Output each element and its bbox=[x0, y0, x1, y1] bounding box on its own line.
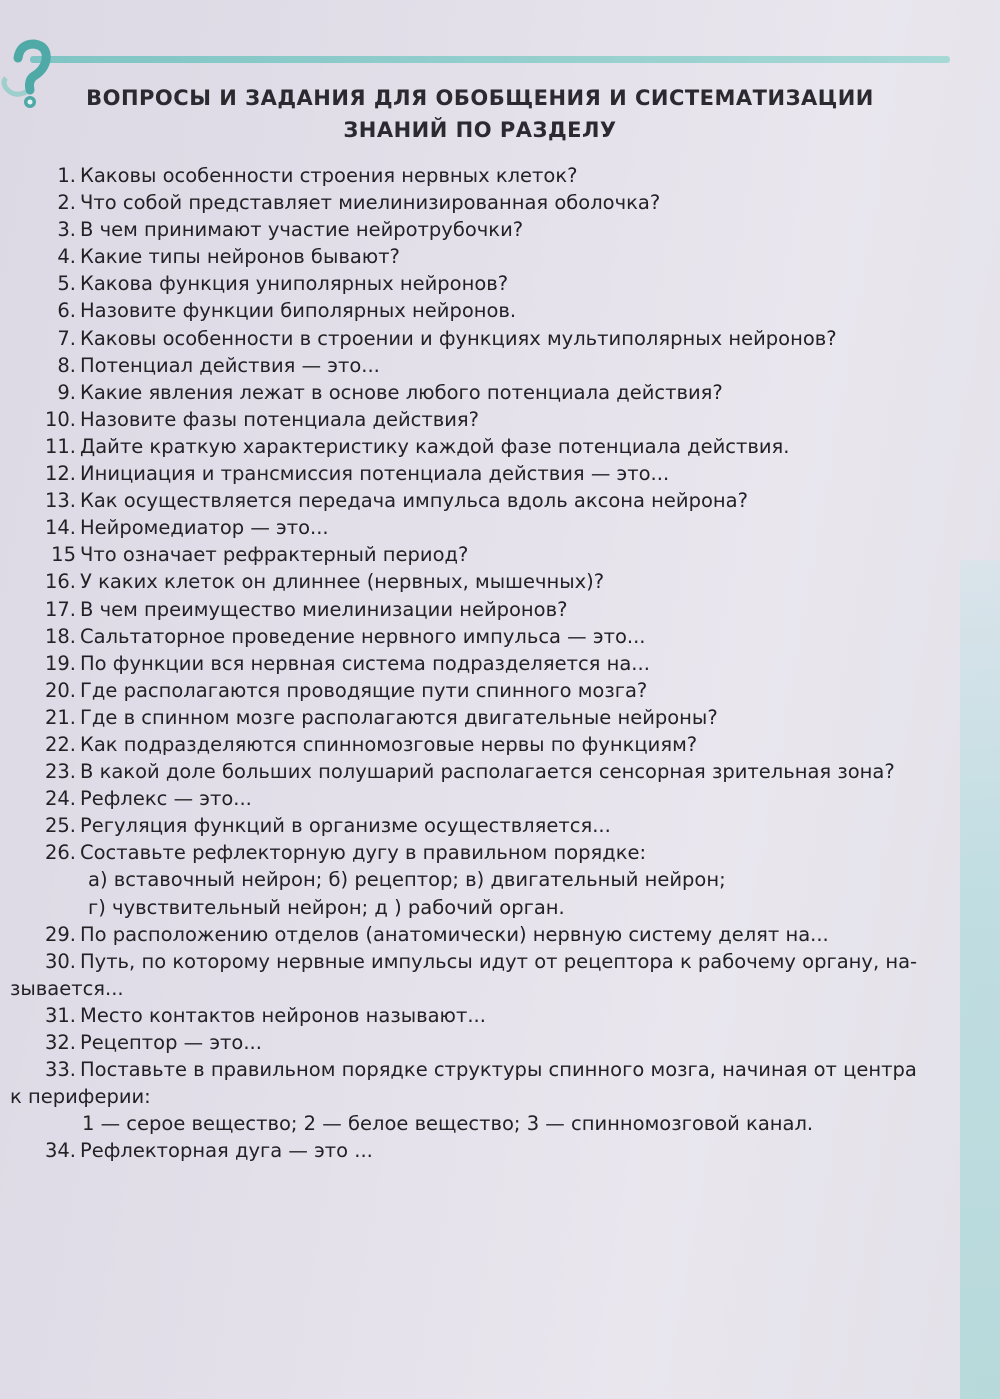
question-33-option: 1 — серое вещество; 2 — белое вещество; 3 — спинномозговой канал. bbox=[82, 1112, 814, 1136]
question-item: 11. Дайте краткую характеристику каждой фазе потенциала действия. bbox=[44, 434, 790, 458]
question-item: 25. Регуляция функций в организме осуществляется... bbox=[44, 814, 611, 838]
question-item: 34. Рефлекторная дуга — это ... bbox=[44, 1139, 373, 1163]
question-item: 3. В чем принимают участие нейротрубочки? bbox=[57, 218, 524, 242]
question-item: 15 Что означает рефрактерный период? bbox=[51, 543, 469, 567]
question-item: 31. Место контактов нейронов называют... bbox=[44, 1003, 486, 1027]
title-line-2: ЗНАНИЙ ПО РАЗДЕЛУ bbox=[343, 118, 617, 142]
question-item: 5. Какова функция униполярных нейронов? bbox=[57, 272, 509, 296]
question-item: 1. Каковы особенности строения нервных клеток? bbox=[57, 164, 578, 187]
question-item: 6. Назовите функции биполярных нейронов. bbox=[57, 299, 517, 323]
question-item: 20. Где располагаются проводящие пути спинного мозга? bbox=[44, 678, 648, 702]
question-item: 13. Как осуществляется передача импульса вдоль аксона нейрона? bbox=[44, 489, 748, 513]
decorative-page-edge bbox=[960, 560, 1000, 1399]
questions-list bbox=[0, 162, 960, 1164]
question-mark-icon bbox=[0, 38, 58, 112]
question-item: 16. У каких клеток он длиннее (нервных, мышечных)? bbox=[44, 570, 605, 594]
title-line-1: ВОПРОСЫ И ЗАДАНИЯ ДЛЯ ОБОБЩЕНИЯ И СИСТЕМАТИЗАЦИИ bbox=[86, 86, 874, 110]
question-item: 4. Какие типы нейронов бывают? bbox=[57, 245, 400, 269]
question-item: 21. Где в спинном мозге располагаются двигательные нейроны? bbox=[44, 705, 718, 729]
question-item: 24. Рефлекс — это... bbox=[44, 787, 252, 811]
question-item: 10. Назовите фазы потенциала действия? bbox=[44, 407, 479, 431]
question-26-options-line-2: г) чувствительный нейрон; д ) рабочий орган. bbox=[88, 895, 565, 919]
header-rule bbox=[30, 56, 950, 63]
question-item: 29. По расположению отделов (анатомически) нервную систему делят на... bbox=[44, 922, 829, 946]
question-item: 9. Какие явления лежат в основе любого потенциала действия? bbox=[57, 380, 723, 404]
question-item: 18. Сальтаторное проведение нервного импульса — это... bbox=[44, 624, 646, 648]
question-30-continuation: зывается... bbox=[10, 976, 124, 1000]
question-item: 30. Путь, по которому нервные импульсы идут от рецептора к рабочему органу, на- bbox=[44, 949, 918, 973]
question-item: 23. В какой доле больших полушарий располагается сенсорная зрительная зона? bbox=[44, 760, 895, 784]
section-title bbox=[60, 82, 900, 146]
question-item: 32. Рецептор — это... bbox=[44, 1031, 262, 1054]
question-item: 26. Составьте рефлекторную дугу в правильном порядке: bbox=[44, 841, 647, 865]
question-item: 33. Поставьте в правильном порядке структуры спинного мозга, начиная от центра bbox=[44, 1058, 917, 1082]
question-item: 14. Нейромедиатор — это... bbox=[44, 516, 329, 540]
question-item: 8. Потенциал действия — это... bbox=[57, 353, 380, 377]
question-item: 22. Как подразделяются спинномозговые нервы по функциям? bbox=[44, 732, 698, 756]
question-33-continuation: к периферии: bbox=[10, 1085, 151, 1109]
question-item: 19. По функции вся нервная система подразделяется на... bbox=[44, 651, 650, 675]
question-item: 2. Что собой представляет миелинизированная оболочка? bbox=[57, 191, 661, 215]
question-item: 17. В чем преимущество миелинизации нейронов? bbox=[44, 597, 568, 621]
question-item: 7. Каковы особенности в строении и функциях мультиполярных нейронов? bbox=[57, 326, 837, 350]
question-item: 12. Инициация и трансмиссия потенциала действия — это... bbox=[44, 462, 670, 486]
question-26-options-line-1: а) вставочный нейрон; б) рецептор; в) двигательный нейрон; bbox=[88, 868, 726, 892]
